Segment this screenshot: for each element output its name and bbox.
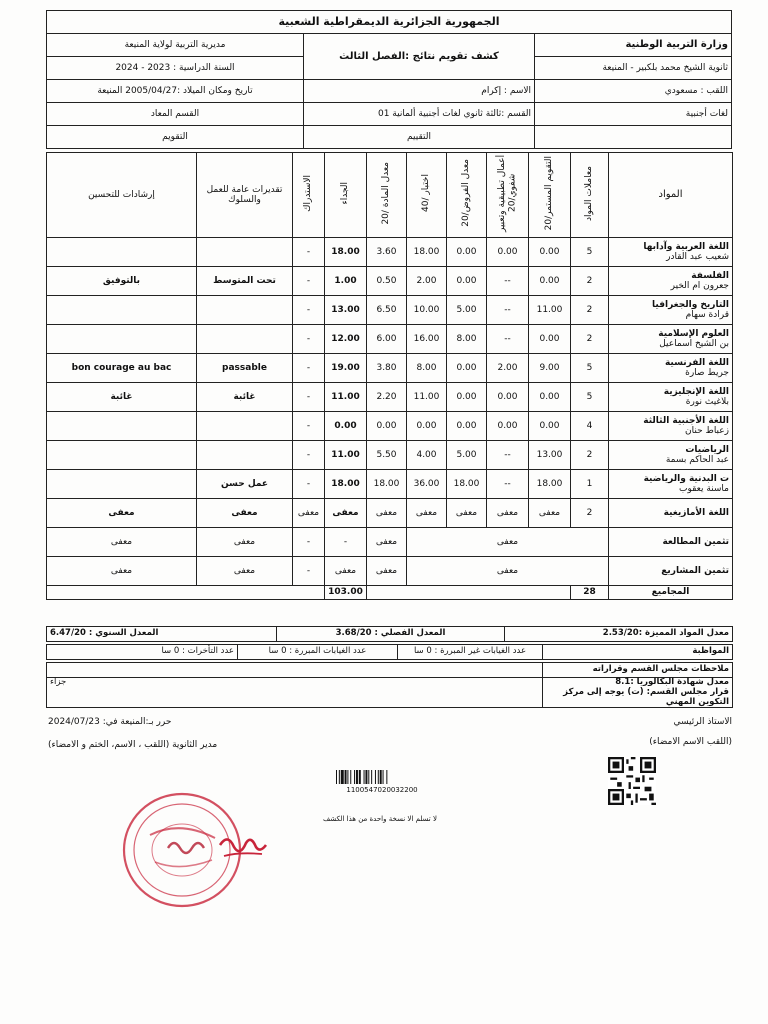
coef-cell: 1: [571, 470, 609, 499]
practical-cell: --: [487, 470, 529, 499]
barcode-icon: [336, 770, 428, 784]
teacher-name: ماسنة يعقوب: [678, 484, 729, 494]
subject-name: التاريخ والجغرافيا: [652, 299, 729, 310]
subject-name: اللغة الأمازيغية: [663, 507, 729, 518]
totals-product: 103.00: [325, 586, 367, 600]
ministry-label: وزارة التربية الوطنية: [535, 34, 732, 57]
surname-label: اللقب : مسعودي: [535, 80, 732, 103]
subject-cell: [609, 470, 733, 499]
preferred-avg: معدل المواد المميزة :2.53/20: [505, 627, 733, 642]
guide-cell: بالتوفيق: [47, 267, 197, 296]
barcode-number: 1100547020032200: [346, 786, 418, 794]
homework-cell: 5.00: [447, 296, 487, 325]
justified-absences: عدد الغيابات المبررة : 0 سا: [238, 645, 398, 660]
avg-cell: 6.50: [367, 296, 407, 325]
grade-row: [47, 296, 733, 325]
grade-row: [47, 412, 733, 441]
exam-cell: 2.00: [407, 267, 447, 296]
col-guidance: إرشادات للتحسين: [47, 153, 197, 238]
bac-and-decision: [543, 678, 733, 708]
continuous-cell: 11.00: [529, 296, 571, 325]
birth-label: تاريخ ومكان الميلاد :2005/04/27 المنيعة: [47, 80, 304, 103]
practical-cell: --: [487, 325, 529, 354]
product-cell: 12.00: [325, 325, 367, 354]
coef-cell: 2: [571, 499, 609, 528]
teacher-name: جريط صارة: [685, 368, 729, 378]
continuous-cell: 9.00: [529, 354, 571, 383]
barcode-bar: [375, 770, 376, 784]
practical-cell: 0.00: [487, 238, 529, 267]
col-subjects: المواد: [609, 153, 733, 238]
product-cell: 18.00: [325, 238, 367, 267]
avg-cell: 6.00: [367, 325, 407, 354]
practical-cell: --: [487, 267, 529, 296]
grade-row: [47, 325, 733, 354]
practical-cell: --: [487, 296, 529, 325]
product-cell: معفى: [325, 499, 367, 528]
copy-note: لا تسلم الا نسخة واحدة من هذا الكشف: [323, 815, 437, 823]
first-name-label: الاسم : إكرام: [304, 80, 535, 103]
appr-cell: عمل حسن: [197, 470, 293, 499]
appr-cell: [197, 238, 293, 267]
continuous-cell: 18.00: [529, 470, 571, 499]
bac-avg: معدل شهادة البكالوريا :8.1: [615, 677, 729, 687]
catch-cell: -: [293, 441, 325, 470]
school-year: السنة الدراسية : 2023 - 2024: [47, 57, 304, 80]
avg-cell: 0.00: [367, 412, 407, 441]
teacher-name: زعباط حنان: [685, 426, 729, 436]
main-teacher-sub: (اللقب الاسم الامضاء): [649, 737, 732, 747]
teacher-name: عبد الحاكم بسمة: [665, 455, 729, 465]
avg-cell: 3.80: [367, 354, 407, 383]
written-at: حرر بـ:المنيعة في: 2024/07/23: [48, 717, 172, 727]
republic-title: الجمهورية الجزائرية الديمقراطية الشعبية: [47, 11, 732, 34]
practical-cell: 2.00: [487, 354, 529, 383]
subject-cell: [609, 441, 733, 470]
exam-cell: 0.00: [407, 412, 447, 441]
exam-cell: 11.00: [407, 383, 447, 412]
coef-cell: 5: [571, 354, 609, 383]
col-appreciation: تقديرات عامة للعمل والسلوك: [197, 153, 293, 238]
qr-code-icon: [608, 757, 656, 805]
continuous-cell: 0.00: [529, 238, 571, 267]
homework-cell: 5.00: [447, 441, 487, 470]
guide-cell: [47, 441, 197, 470]
catch-cell: -: [293, 296, 325, 325]
coef-cell: 4: [571, 412, 609, 441]
product-cell: 11.00: [325, 383, 367, 412]
appr-cell: غائبة: [197, 383, 293, 412]
term-avg: المعدل الفصلي : 3.68/20: [277, 627, 505, 642]
evaluation-mid-label: التقييم: [304, 126, 535, 149]
council-decision: قرار مجلس القسم: (ت) يوجه إلى مركز التكوين المهني: [563, 686, 729, 707]
extra-row-reading: تثمين المطالعة معفى معفى - - معفى معفى: [47, 528, 733, 557]
appr-cell: معفى: [197, 499, 293, 528]
council-notes-label: ملاحظات مجلس القسم وقراراته: [543, 663, 733, 678]
subject-cell: [609, 296, 733, 325]
continuous-cell: 0.00: [529, 383, 571, 412]
grade-row: [47, 354, 733, 383]
continuous-cell: 0.00: [529, 267, 571, 296]
grade-row: [47, 383, 733, 412]
subject-name: اللغة الأجنبية الثالثة: [643, 415, 729, 426]
continuous-cell: 0.00: [529, 325, 571, 354]
col-coef: معاملات المواد: [571, 153, 609, 238]
coef-cell: 2: [571, 325, 609, 354]
totals-row: [47, 586, 733, 600]
grades-table: [46, 152, 733, 600]
homework-cell: 0.00: [447, 412, 487, 441]
barcode-bar: [368, 770, 369, 784]
repeated-class-label: القسم المعاد: [47, 103, 304, 126]
coef-cell: 2: [571, 296, 609, 325]
main-teacher-label: الاستاذ الرئيسي: [673, 717, 732, 727]
council-table: [46, 662, 733, 708]
product-cell: 1.00: [325, 267, 367, 296]
practical-cell: معفى: [487, 499, 529, 528]
grade-row: [47, 470, 733, 499]
exam-cell: 36.00: [407, 470, 447, 499]
barcode-bar: [371, 770, 372, 784]
late-count: عدد التأخرات : 0 سا: [47, 645, 238, 660]
subject-cell: [609, 499, 733, 528]
product-cell: 11.00: [325, 441, 367, 470]
subject-name: اللغة العربية وآدابها: [643, 241, 729, 252]
col-continuous: التقويم المستمر/20: [529, 153, 571, 238]
evaluation-left-label: التقويم: [47, 126, 304, 149]
product-cell: 13.00: [325, 296, 367, 325]
subject-name: اللغة الإنجليزية: [663, 386, 729, 397]
coef-cell: 2: [571, 441, 609, 470]
continuous-cell: 13.00: [529, 441, 571, 470]
school-stamp-icon: [120, 790, 270, 910]
subject-cell: [609, 383, 733, 412]
exam-cell: 4.00: [407, 441, 447, 470]
homework-cell: 8.00: [447, 325, 487, 354]
stream-label: لغات أجنبية: [535, 103, 732, 126]
appr-cell: [197, 325, 293, 354]
barcode-bar: [347, 770, 348, 784]
exam-cell: معفى: [407, 499, 447, 528]
coef-cell: 5: [571, 383, 609, 412]
avg-cell: 5.50: [367, 441, 407, 470]
homework-cell: 18.00: [447, 470, 487, 499]
continuous-cell: 0.00: [529, 412, 571, 441]
subject-cell: [609, 267, 733, 296]
subject-cell: [609, 238, 733, 267]
unjustified-absences: عدد الغيابات غير المبررة : 0 سا: [398, 645, 543, 660]
exam-cell: 18.00: [407, 238, 447, 267]
totals-label: المجاميع: [609, 586, 733, 600]
product-cell: 19.00: [325, 354, 367, 383]
header-table: [46, 10, 732, 149]
barcode-bar: [364, 770, 365, 784]
col-practical: أعمال تطبيقية وتعبير شفوي/20: [487, 153, 529, 238]
appr-cell: [197, 412, 293, 441]
col-homework-avg: معدل الفروض/20: [447, 153, 487, 238]
extra-row-projects: تثمين المشاريع معفى معفى معفى - معفى معفى: [47, 557, 733, 586]
section-label: القسم :ثالثة ثانوي لغات أجنبية ألمانية 01: [304, 103, 535, 126]
appr-cell: تحت المتوسط: [197, 267, 293, 296]
teacher-name: بن الشيخ اسماعيل: [659, 339, 729, 349]
catch-cell: -: [293, 325, 325, 354]
col-exam: اختبار /40: [407, 153, 447, 238]
catch-cell: -: [293, 383, 325, 412]
teacher-name: قرادة سهام: [685, 310, 729, 320]
practical-cell: --: [487, 441, 529, 470]
catch-cell: -: [293, 238, 325, 267]
barcode-bar: [378, 770, 379, 784]
barcode-bar: [341, 770, 344, 784]
empty-cell: [535, 126, 732, 149]
catch-cell: -: [293, 412, 325, 441]
catch-cell: -: [293, 354, 325, 383]
guide-cell: [47, 238, 197, 267]
col-product: الجداء: [325, 153, 367, 238]
director-label: مدير الثانوية (اللقب ، الاسم، الختم و الامضاء): [48, 740, 218, 750]
teacher-name: بلاغيث نورة: [685, 397, 729, 407]
appr-cell: [197, 441, 293, 470]
report-title: كشف تقويم نتائج :الفصل الثالث: [304, 34, 535, 80]
exam-cell: 10.00: [407, 296, 447, 325]
homework-cell: 0.00: [447, 267, 487, 296]
barcode-bar: [359, 770, 361, 784]
grade-row: [47, 499, 733, 528]
subject-cell: [609, 325, 733, 354]
penalty-label: جزاء: [47, 678, 543, 708]
subject-name: الرياضيات: [685, 444, 729, 455]
exam-cell: 8.00: [407, 354, 447, 383]
subject-cell: [609, 412, 733, 441]
practical-cell: 0.00: [487, 383, 529, 412]
avg-cell: 0.50: [367, 267, 407, 296]
product-cell: 18.00: [325, 470, 367, 499]
subject-cell: [609, 354, 733, 383]
school-label: ثانوية الشيخ محمد بلكبير - المنيعة: [535, 57, 732, 80]
grade-row: [47, 441, 733, 470]
guide-cell: bon courage au bac: [47, 354, 197, 383]
col-subject-avg: معدل المادة /20: [367, 153, 407, 238]
attendance-label: المواظبة: [543, 645, 733, 660]
barcode-bar: [356, 770, 358, 784]
subject-name: العلوم الإسلامية: [658, 328, 729, 339]
grades-header-row: [47, 153, 733, 238]
barcode-bar: [345, 770, 347, 784]
catch-cell: -: [293, 470, 325, 499]
avg-cell: معفى: [367, 499, 407, 528]
barcode-bar: [339, 770, 340, 784]
grade-row: [47, 267, 733, 296]
homework-cell: 0.00: [447, 354, 487, 383]
homework-cell: 0.00: [447, 383, 487, 412]
teacher-name: جعرون ام الخير: [670, 281, 729, 291]
annual-avg: المعدل السنوي : 6.47/20: [47, 627, 277, 642]
catch-cell: -: [293, 267, 325, 296]
attendance-table: [46, 644, 733, 660]
barcode-bar: [386, 770, 387, 784]
col-catch-up: الاستدراك: [293, 153, 325, 238]
barcode-bar: [350, 770, 351, 784]
practical-cell: 0.00: [487, 412, 529, 441]
continuous-cell: معفى: [529, 499, 571, 528]
avg-cell: 3.60: [367, 238, 407, 267]
barcode-bar: [383, 770, 384, 784]
guide-cell: [47, 325, 197, 354]
coef-cell: 2: [571, 267, 609, 296]
catch-cell: معفى: [293, 499, 325, 528]
appr-cell: passable: [197, 354, 293, 383]
avg-cell: 2.20: [367, 383, 407, 412]
directorate-label: مديرية التربية لولاية المنيعة: [47, 34, 304, 57]
teacher-name: شعيب عبد القادر: [666, 252, 729, 262]
appr-cell: [197, 296, 293, 325]
barcode-bar: [380, 770, 382, 784]
exam-cell: 16.00: [407, 325, 447, 354]
barcode-bar: [354, 770, 355, 784]
guide-cell: [47, 412, 197, 441]
subject-name: اللغة الفرنسية: [664, 357, 729, 368]
subject-name: الفلسفة: [691, 270, 729, 281]
summary-table: [46, 626, 733, 642]
guide-cell: غائبة: [47, 383, 197, 412]
guide-cell: [47, 470, 197, 499]
totals-coef: 28: [571, 586, 609, 600]
guide-cell: [47, 296, 197, 325]
homework-cell: معفى: [447, 499, 487, 528]
coef-cell: 5: [571, 238, 609, 267]
barcode-bar: [336, 770, 337, 784]
barcode-bar: [365, 770, 367, 784]
grade-row: [47, 238, 733, 267]
subject-name: ت البدنية والرياضية: [643, 473, 729, 484]
product-cell: 0.00: [325, 412, 367, 441]
guide-cell: معفى: [47, 499, 197, 528]
homework-cell: 0.00: [447, 238, 487, 267]
avg-cell: 18.00: [367, 470, 407, 499]
